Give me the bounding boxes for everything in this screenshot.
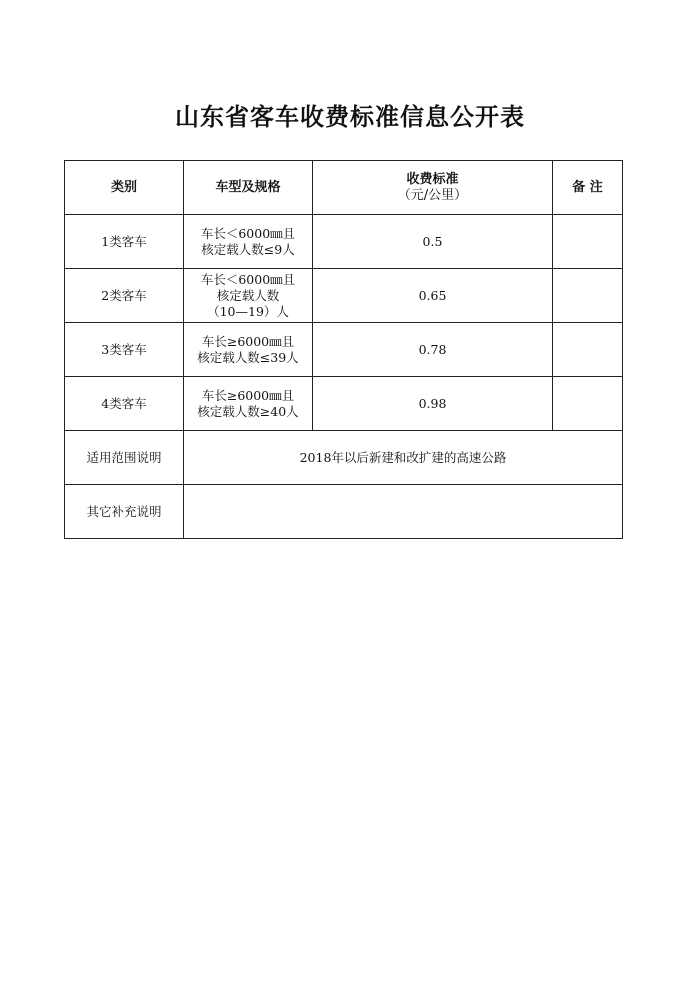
- spec-line: 核定载人数: [216, 287, 280, 303]
- scope-label: 适用范围说明: [65, 431, 184, 485]
- category-cell: 3类客车: [65, 323, 184, 377]
- table-row: [65, 269, 623, 323]
- scope-row: [65, 431, 623, 485]
- spec-line: 核定载人数≥40人: [197, 403, 299, 419]
- category-cell: 1类客车: [65, 215, 184, 269]
- header-row: [65, 161, 623, 215]
- other-value: [184, 485, 623, 539]
- category-cell: 2类客车: [65, 269, 184, 323]
- scope-value: 2018年以后新建和改扩建的高速公路: [184, 431, 623, 485]
- remarks-cell: [553, 215, 623, 269]
- remarks-cell: [553, 323, 623, 377]
- header-remarks: 备 注: [553, 161, 623, 215]
- table-row: [65, 323, 623, 377]
- header-fee: [313, 161, 553, 215]
- spec-cell: [184, 377, 313, 431]
- other-label: 其它补充说明: [65, 485, 184, 539]
- header-fee-unit: （元/公里）: [397, 187, 468, 203]
- table-row: [65, 377, 623, 431]
- spec-line: 车长≥6000㎜且: [201, 333, 295, 349]
- spec-line: （10—19）人: [207, 303, 289, 319]
- spec-line: 车长≥6000㎜且: [201, 387, 295, 403]
- table-row: [65, 215, 623, 269]
- fee-cell: 0.98: [313, 377, 553, 431]
- spec-line: 核定载人数≤39人: [197, 349, 299, 365]
- fee-cell: 0.5: [313, 215, 553, 269]
- header-category: 类别: [65, 161, 184, 215]
- remarks-cell: [553, 269, 623, 323]
- page-title: 山东省客车收费标准信息公开表: [175, 102, 525, 131]
- remarks-cell: [553, 377, 623, 431]
- category-cell: 4类客车: [65, 377, 184, 431]
- spec-line: 车长＜6000㎜且: [200, 225, 296, 241]
- spec-cell: [184, 269, 313, 323]
- other-row: [65, 485, 623, 539]
- header-model: 车型及规格: [184, 161, 313, 215]
- fee-cell: 0.65: [313, 269, 553, 323]
- header-fee-title: 收费标准: [406, 171, 459, 187]
- fee-cell: 0.78: [313, 323, 553, 377]
- fee-table: [64, 160, 623, 539]
- spec-cell: [184, 323, 313, 377]
- spec-cell: [184, 215, 313, 269]
- spec-line: 核定载人数≤9人: [201, 241, 295, 257]
- spec-line: 车长＜6000㎜且: [200, 271, 296, 287]
